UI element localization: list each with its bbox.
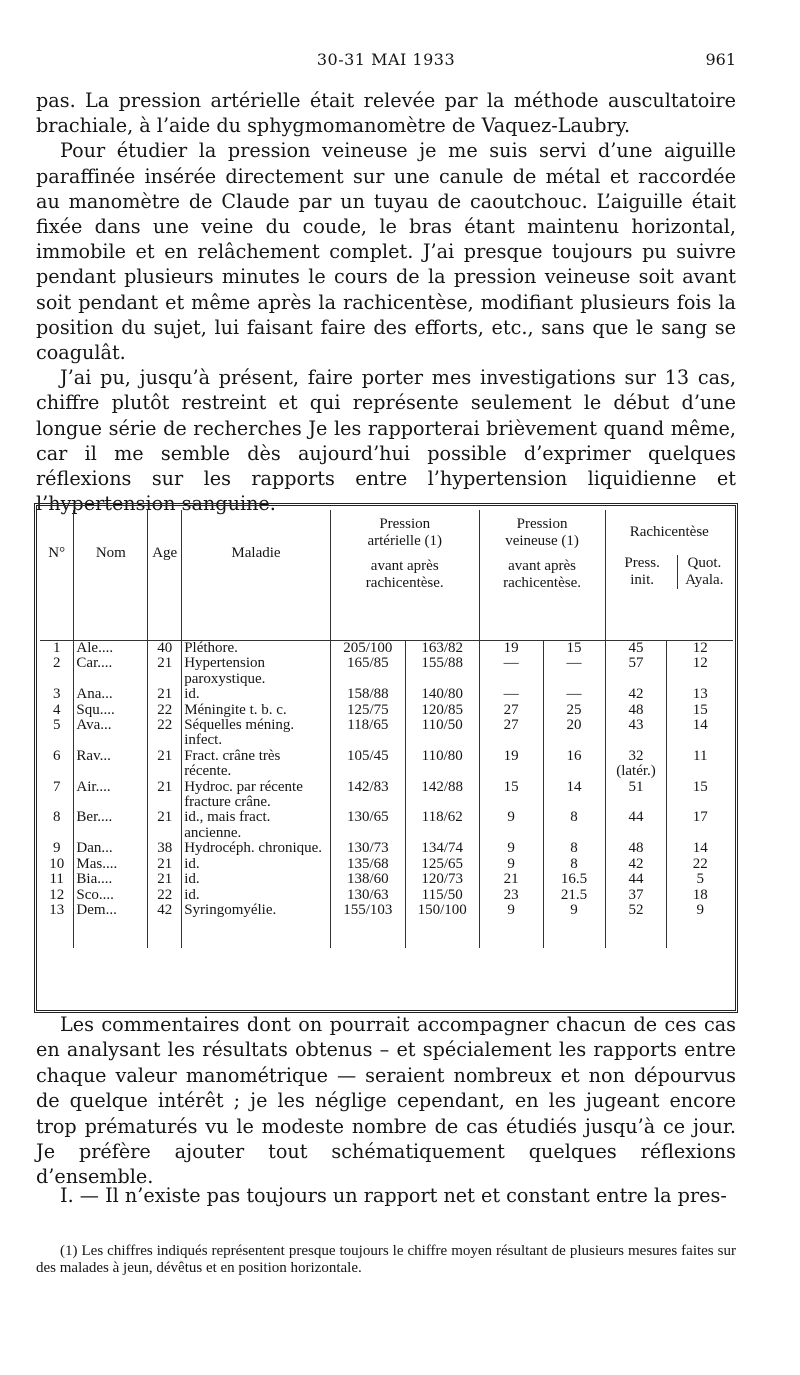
cell-pv-apres: 8	[543, 810, 605, 841]
cell-age: 21	[148, 749, 182, 780]
cell-pv-avant: 9	[479, 857, 543, 872]
cell-pa-avant: 125/75	[330, 703, 405, 718]
table-row	[40, 656, 733, 687]
spacer-cell	[605, 918, 667, 948]
cell-maladie: Hydrocéph. chronique.	[182, 841, 331, 856]
cell-nom: Air....	[74, 780, 148, 811]
cell-press: 51	[605, 780, 667, 811]
paragraph: J’ai pu, jusqu’à présent, faire porter mes investigations sur 13 cas, chiffre plutôt restreint et qui représente seulement le début d’une longue série de recherches Je les rapporterai brièvement quand même, car il me semble dès aujourd’hui possible d’exprimer quelques réflexions sur les rapports entre l’hypertension liquidienne et l’hypertension sanguine.	[36, 366, 736, 516]
cell-press: 44	[605, 810, 667, 841]
cell-pv-apres: 8	[543, 841, 605, 856]
cell-age: 22	[148, 888, 182, 903]
cell-pa-apres: 163/82	[405, 641, 479, 657]
case-table-frame	[34, 503, 738, 1013]
cell-pa-avant: 142/83	[330, 780, 405, 811]
cell-pa-apres: 142/88	[405, 780, 479, 811]
cell-press: 42	[605, 687, 667, 702]
table-row	[40, 641, 733, 657]
cell-num: 10	[49, 855, 65, 872]
cell-age: 42	[148, 903, 182, 918]
cell-maladie: Méningite t. b. c.	[182, 703, 331, 718]
table-row	[40, 872, 733, 887]
cell-maladie: Hydroc. par récente fracture crâne.	[182, 780, 331, 811]
cell-maladie: Hypertension paroxystique.	[182, 656, 331, 687]
spacer-cell	[667, 918, 733, 948]
footnote-text: (1) Les chiffres indiqués représentent presque toujours le chiffre moyen résultant de plusieurs mesures faites sur des malades à jeun, dévêtus et en position horizontale.	[36, 1243, 736, 1276]
cell-pa-avant: 138/60	[330, 872, 405, 887]
cell-quot: 9	[667, 903, 733, 918]
header-rachi-group: Rachicentèse	[629, 524, 709, 540]
header-press-init: Press. init.	[624, 555, 660, 588]
cell-nom: Car....	[74, 656, 148, 687]
cell-pa-avant: 130/65	[330, 810, 405, 841]
cell-pv-avant: 9	[479, 810, 543, 841]
cell-maladie: id.	[182, 687, 331, 702]
cell-quot: 5	[667, 872, 733, 887]
table-row	[40, 687, 733, 702]
cell-pa-apres: 110/50	[405, 718, 479, 749]
cell-pa-avant: 130/63	[330, 888, 405, 903]
cell-nom: Dem...	[74, 903, 148, 918]
running-title: 30-31 MAI 1933	[316, 50, 456, 69]
cell-pa-avant: 135/68	[330, 857, 405, 872]
cell-nom: Squ....	[74, 703, 148, 718]
cell-pv-apres: —	[543, 687, 605, 702]
cell-num: 5	[52, 717, 61, 734]
cell-press: 32 (latér.)	[605, 749, 667, 780]
footnote	[36, 1243, 736, 1277]
cell-nom: Mas....	[74, 857, 148, 872]
spacer-cell	[405, 918, 479, 948]
cell-pv-apres: 16.5	[543, 872, 605, 887]
cell-quot: 12	[667, 641, 733, 657]
body-text-bottom	[36, 1012, 736, 1190]
cell-press: 52	[605, 903, 667, 918]
cell-quot: 15	[667, 780, 733, 811]
cell-quot: 11	[667, 749, 733, 780]
table-row	[40, 903, 733, 918]
cell-pv-avant: 19	[479, 749, 543, 780]
cell-pa-avant: 158/88	[330, 687, 405, 702]
cell-quot: 13	[667, 687, 733, 702]
cell-pa-avant: 165/85	[330, 656, 405, 687]
cell-maladie: Pléthore.	[182, 641, 331, 657]
cell-pv-avant: 9	[479, 903, 543, 918]
cell-pa-apres: 155/88	[405, 656, 479, 687]
cell-nom: Sco....	[74, 888, 148, 903]
cell-nom: Rav...	[74, 749, 148, 780]
header-pression-arterielle	[330, 510, 479, 641]
cell-quot: 17	[667, 810, 733, 841]
cell-num: 13	[49, 901, 65, 918]
cell-num: 11	[49, 871, 64, 888]
cell-nom: Ava...	[74, 718, 148, 749]
cell-pa-apres: 134/74	[405, 841, 479, 856]
case-table	[40, 510, 733, 948]
table-bottom-spacer	[40, 918, 733, 948]
cell-press: 44	[605, 872, 667, 887]
cell-age: 21	[148, 810, 182, 841]
cell-press: 48	[605, 841, 667, 856]
spacer-cell	[330, 918, 405, 948]
cell-age: 21	[148, 872, 182, 887]
cell-pa-avant: 155/103	[330, 903, 405, 918]
cell-pv-avant: 19	[479, 641, 543, 657]
cell-pa-avant: 105/45	[330, 749, 405, 780]
table-row	[40, 749, 733, 780]
spacer-cell	[182, 918, 331, 948]
paragraph: Les commentaires dont on pourrait accompagner chacun de ces cas en analysant les résultats obtenus – et spécialement les rapports entre chaque valeur manométrique — seraient nombreux et non dépourvus de quelque intérêt ; je les néglige cependant, en les jugeant encore trop prématurés vu le modeste nombre de cas étudiés jusqu’à ce jour. Je préfère ajouter tout schématiquement quelques réflexions d’ensemble.	[36, 1013, 736, 1189]
table-row	[40, 888, 733, 903]
cell-pa-apres: 120/85	[405, 703, 479, 718]
cell-maladie: Fract. crâne très récente.	[182, 749, 331, 780]
cell-nom: Ale....	[74, 641, 148, 657]
cell-pv-avant: 27	[479, 718, 543, 749]
cell-pv-avant: —	[479, 687, 543, 702]
cell-pv-apres: —	[543, 656, 605, 687]
cell-num: 3	[52, 686, 61, 703]
cell-nom: Ber....	[74, 810, 148, 841]
cell-pv-apres: 14	[543, 780, 605, 811]
body-text-top	[36, 88, 736, 516]
paragraph: Pour étudier la pression veineuse je me suis servi d’une aiguille paraffinée insérée directement sur une canule de métal et raccordée au manomètre de Claude par un tuyau de caoutchouc. L’aiguille était fixée dans une veine du coude, le bras étant maintenu horizontal, immobile et en relâchement complet. J’ai presque toujours pu suivre pendant plusieurs minutes le cours de la pression veineuse soit avant soit pendant et même après la rachicentèse, modifiant plusieurs fois la position du sujet, lui faisant faire des efforts, etc., sans que le sang se coagulât.	[36, 139, 736, 365]
cell-press: 57	[605, 656, 667, 687]
cell-pv-avant: 27	[479, 703, 543, 718]
header-rachi-sub	[608, 555, 732, 589]
cell-press: 48	[605, 703, 667, 718]
header-nom: Nom	[74, 510, 148, 641]
paragraph: I. — Il n’existe pas toujours un rapport net et constant entre la pres-	[60, 1184, 727, 1207]
cell-pv-avant: 9	[479, 841, 543, 856]
cell-pa-avant: 130/73	[330, 841, 405, 856]
cell-pv-apres: 15	[543, 641, 605, 657]
header-pv-avant-apres: avant après rachicentèse.	[503, 558, 581, 591]
section-start	[36, 1183, 736, 1208]
cell-pa-apres: 110/80	[405, 749, 479, 780]
table-row	[40, 841, 733, 856]
header-num: N°	[40, 510, 74, 641]
cell-age: 21	[148, 656, 182, 687]
cell-pa-apres: 115/50	[405, 888, 479, 903]
spacer-cell	[479, 918, 543, 948]
cell-pa-apres: 118/62	[405, 810, 479, 841]
header-pa-group: Pression artérielle (1)	[367, 516, 442, 549]
cell-maladie: Syringomyélie.	[182, 903, 331, 918]
header-quot-ayala: Quot. Ayala.	[677, 555, 731, 589]
cell-age: 21	[148, 857, 182, 872]
cell-maladie: id., mais fract. ancienne.	[182, 810, 331, 841]
cell-press: 43	[605, 718, 667, 749]
cell-num: 8	[52, 809, 61, 826]
cell-pa-apres: 120/73	[405, 872, 479, 887]
cell-age: 40	[148, 641, 182, 657]
cell-age: 38	[148, 841, 182, 856]
header-rachicentese	[605, 510, 733, 641]
cell-age: 21	[148, 687, 182, 702]
cell-quot: 14	[667, 718, 733, 749]
cell-num: 1	[52, 640, 61, 656]
cell-maladie: Séquelles méning. infect.	[182, 718, 331, 749]
table-row	[40, 718, 733, 749]
header-maladie: Maladie	[182, 510, 331, 641]
running-header	[36, 50, 736, 72]
cell-pv-apres: 25	[543, 703, 605, 718]
header-pv-group: Pression veineuse (1)	[505, 516, 579, 549]
cell-num: 6	[52, 747, 61, 764]
cell-pv-avant: 23	[479, 888, 543, 903]
cell-pv-apres: 8	[543, 857, 605, 872]
cell-num: 9	[52, 840, 61, 857]
cell-nom: Ana...	[74, 687, 148, 702]
table-row	[40, 810, 733, 841]
cell-quot: 22	[667, 857, 733, 872]
cell-pv-avant: —	[479, 656, 543, 687]
cell-age: 22	[148, 718, 182, 749]
cell-pv-apres: 9	[543, 903, 605, 918]
cell-maladie: id.	[182, 872, 331, 887]
spacer-cell	[74, 918, 148, 948]
cell-pa-avant: 205/100	[330, 641, 405, 657]
table-body	[40, 641, 733, 949]
cell-num: 12	[49, 886, 65, 903]
header-pa-avant-apres: avant après rachicentèse.	[365, 558, 444, 591]
cell-num: 4	[52, 701, 61, 718]
header-age: Age	[148, 510, 182, 641]
cell-nom: Dan...	[74, 841, 148, 856]
header-pression-veineuse	[479, 510, 605, 641]
page-number: 961	[705, 50, 736, 69]
cell-num: 7	[52, 778, 61, 795]
cell-age: 22	[148, 703, 182, 718]
spacer-cell	[40, 918, 74, 948]
cell-pv-avant: 21	[479, 872, 543, 887]
cell-quot: 18	[667, 888, 733, 903]
paragraph: pas. La pression artérielle était relevée par la méthode auscultatoire brachiale, à l’aide du sphygmomanomètre de Vaquez-Laubry.	[36, 89, 736, 138]
cell-pa-apres: 150/100	[405, 903, 479, 918]
cell-pv-avant: 15	[479, 780, 543, 811]
cell-quot: 15	[667, 703, 733, 718]
table-row	[40, 703, 733, 718]
cell-pa-apres: 140/80	[405, 687, 479, 702]
cell-maladie: id.	[182, 888, 331, 903]
cell-age: 21	[148, 780, 182, 811]
spacer-cell	[148, 918, 182, 948]
cell-pv-apres: 20	[543, 718, 605, 749]
cell-maladie: id.	[182, 857, 331, 872]
cell-num: 2	[52, 655, 61, 672]
spacer-cell	[543, 918, 605, 948]
cell-nom: Bia....	[74, 872, 148, 887]
cell-press: 37	[605, 888, 667, 903]
cell-press: 45	[605, 641, 667, 657]
table-row	[40, 780, 733, 811]
table-header-row	[40, 510, 733, 641]
cell-press: 42	[605, 857, 667, 872]
cell-pv-apres: 21.5	[543, 888, 605, 903]
cell-pa-avant: 118/65	[330, 718, 405, 749]
cell-quot: 12	[667, 656, 733, 687]
cell-pv-apres: 16	[543, 749, 605, 780]
table-row	[40, 857, 733, 872]
cell-quot: 14	[667, 841, 733, 856]
cell-pa-apres: 125/65	[405, 857, 479, 872]
